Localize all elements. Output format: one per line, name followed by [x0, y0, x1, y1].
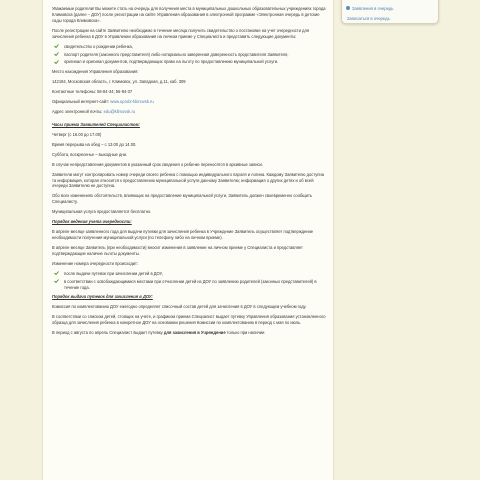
email-line	[52, 109, 326, 115]
changes-label: Изменение номера очередности происходит:	[52, 260, 139, 266]
hours-line-3: Суббота, воскресенье – выходные дни.	[52, 151, 128, 157]
procedure-title: Порядок ведения учета очередности:	[52, 219, 132, 225]
list-item	[52, 59, 326, 65]
main-content	[42, 0, 334, 480]
phones: Контактные телефоны: 56-84-34; 56-84-37	[52, 89, 133, 95]
hours-title: Часы приема Заявителей Специалистом:	[52, 121, 140, 127]
document-text: оригинал и оригинал документов, подтверждающих право на льготу по предоставлению муниципальной услуги.	[64, 59, 279, 65]
site-link[interactable]: www.uprobr-klimovsk.ru	[110, 99, 154, 105]
checkmark-icon	[54, 279, 59, 283]
intro-paragraph-2: После регистрации на сайте Заявителю необходимо в течение месяца получить свидетельство о постановке на учет очередности для зачисления ребенка в ДОУ в Управлении образования на личном приеме у Специалиста и представить следующие документы:	[52, 27, 310, 39]
transfer-paragraph: В случае непредставления документов в указанный срок сведения о ребенке переносятся в архивные записи.	[52, 161, 263, 167]
sidebar-link-enqueue[interactable]: Записаться в очередь	[347, 16, 390, 21]
location-label: Место нахождения Управления образования:	[52, 69, 139, 75]
list-item	[52, 279, 326, 291]
checkmark-icon	[54, 60, 59, 64]
vouchers-paragraph-3	[52, 330, 326, 336]
vouchers-title: Порядок выдачи путевок для зачисления в ДОУ:	[52, 294, 153, 300]
notify-paragraph: Обо всех изменениях обстоятельств, влияющих на предоставление муниципальной услуги, Заявитель должен своевременно сообщить Специалисту.	[52, 193, 312, 205]
procedure-paragraph-1: В апреле месяце заявленного года для выдачи путевки для зачисления ребенка в Учреждение Заявитель осуществляет подтверждение необходимости получения муниципальной услуги (по телефону либо на личном приеме).	[52, 229, 314, 240]
site-line	[52, 99, 326, 105]
list-item	[52, 271, 326, 277]
vouchers-paragraph-2: В соответствии со списком детей, стоящих на учете, и графиком приема Специалист выдает путевку Управления образования установленного образца для зачисления ребенка в конкретное ДОУ на основании решения Комиссии по комплектованию в период с мая по июль.	[52, 314, 326, 326]
change-text: в соответствии с освобождающимися местами при отчислении детей из ДОУ по заявлению родителей (законных представителей) в течение года.	[64, 278, 317, 290]
changes-list	[52, 271, 326, 291]
checkmark-icon	[54, 271, 59, 275]
hours-line-1: Четверг (с 16.00 до 17.00)	[52, 131, 102, 137]
email-link[interactable]: edu@klimovsk.ru	[103, 109, 136, 115]
documents-list	[52, 44, 326, 66]
document-text: паспорт родителя (законного представителя) либо нотариально заверенная доверенность представителя Заявителя,	[64, 51, 289, 57]
bullet-icon	[346, 6, 350, 10]
site-label: Официальный интернет-сайт:	[52, 99, 110, 105]
checkmark-icon	[54, 44, 59, 48]
vouchers-p3-bold: для зачисления в Учреждение	[163, 330, 226, 336]
procedure-paragraph-2: В апреле месяце Заявитель (при необходимости) вносит изменения в заявление на личном приеме у Специалиста и представляет подтверждающие наличие льготы документы.	[52, 244, 303, 256]
vouchers-p3-end: только при наличии	[225, 330, 265, 336]
intro-paragraph-1: Уважаемые родители! Вы можете стать на очередь для получения места в муниципальных дошкольных образовательных учреждениях города Климовска (далее – ДОУ) после регистрации на сайте Управления образования в электронной программе «Электронная очередь в детские сады города Климовска».	[52, 6, 326, 23]
free-paragraph: Муниципальная услуга предоставляется бесплатно.	[52, 209, 152, 215]
hours-line-2: Время перерыва на обед – с 13.00 до 14.00.	[52, 141, 137, 147]
control-paragraph: Заявители могут контролировать номер очереди своего ребенка с помощью индивидуального пароля и логина. Каждому Заявителю доступна та информация, которая относится к предоставлению муниципальной услуги данному Заявителю; информация о других детях и об всей очереди Заявителю не доступна.	[52, 171, 325, 189]
checkmark-icon	[54, 52, 59, 56]
vouchers-p3-start: В период с августа по апрель Специалист выдает путевку	[52, 330, 164, 336]
list-item	[52, 52, 326, 58]
sidebar-link-applications[interactable]: Заявления в очередь	[352, 6, 394, 11]
change-text: после выдачи путевок при зачислении детей в ДОУ,	[64, 270, 163, 276]
list-item	[52, 44, 326, 50]
sidebar-widget	[341, 0, 439, 24]
vouchers-paragraph-1: Комиссия по комплектованию ДОУ ежегодно определяет списочный состав детей для зачисления в ДОУ в следующем учебном году.	[52, 304, 307, 310]
document-text: свидетельство о рождении ребенка,	[64, 43, 133, 49]
address: 142184, Московская область, г. Климовск, ул. Западная, д.11, каб. 309	[52, 79, 186, 85]
email-label: Адрес электронной почты:	[52, 109, 103, 115]
